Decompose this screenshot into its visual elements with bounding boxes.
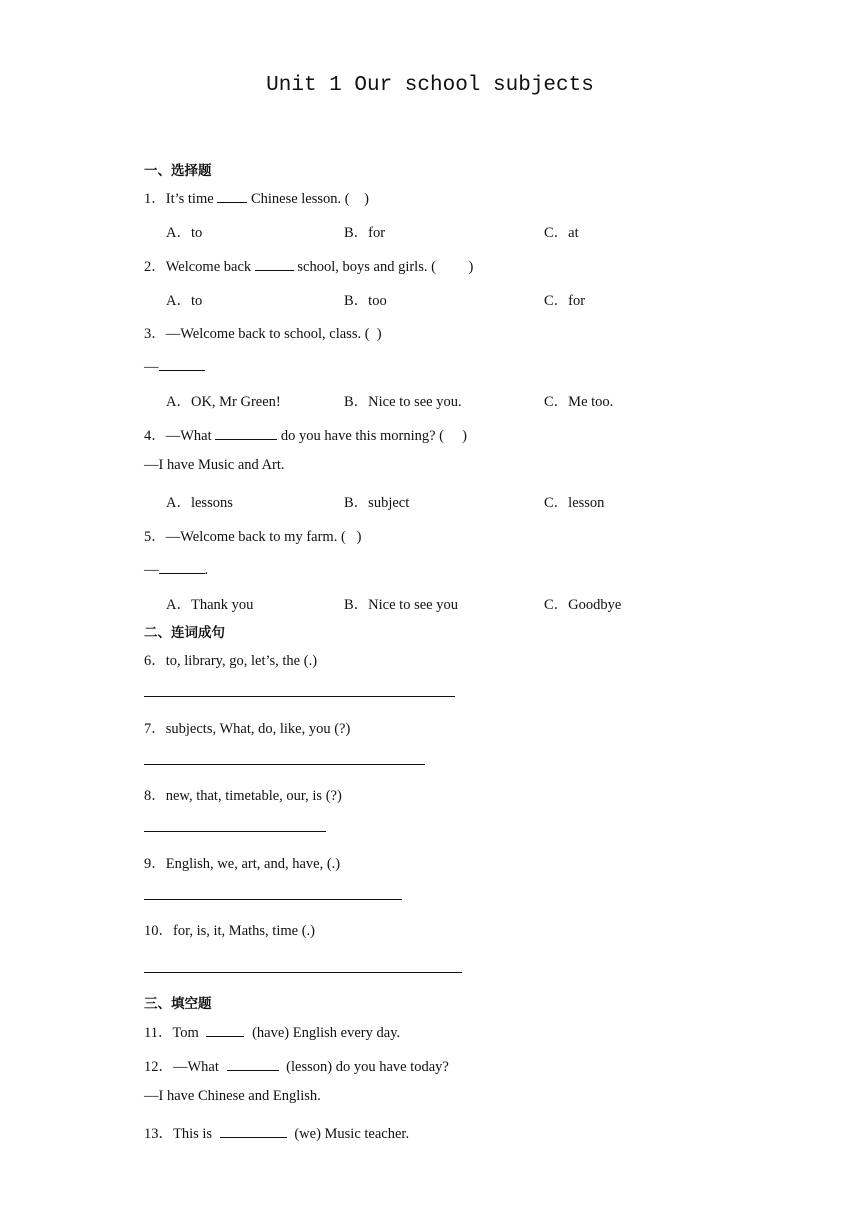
question-3-option-b[interactable]: B．Nice to see you.: [344, 394, 462, 410]
question-1: [144, 187, 369, 208]
section-heading-sentence-building: 二、连词成句: [144, 625, 225, 641]
question-11-text-end: (have) English every day.: [248, 1025, 401, 1041]
answer-blank[interactable]: [159, 559, 205, 574]
question-11: [144, 1021, 400, 1042]
question-2-option-a[interactable]: A．to: [166, 293, 203, 309]
question-12: [144, 1055, 449, 1076]
question-4-option-a[interactable]: A．lessons: [166, 495, 233, 511]
section-heading-fill-in: 三、填空题: [144, 996, 212, 1012]
reply-dash: —: [144, 562, 159, 578]
question-5-option-b[interactable]: B．Nice to see you: [344, 597, 458, 613]
answer-line-10[interactable]: [144, 972, 462, 973]
question-8: 8．new, that, timetable, our, is (?): [144, 788, 342, 804]
answer-line-7[interactable]: [144, 764, 425, 765]
answer-line-9[interactable]: [144, 899, 402, 900]
question-2-text-end: school, boys and girls. ( ): [293, 259, 474, 275]
section-heading-multiple-choice: 一、选择题: [144, 163, 212, 179]
question-4-reply: —I have Music and Art.: [144, 457, 285, 473]
question-1-option-c[interactable]: C．at: [544, 225, 579, 241]
question-3-option-c[interactable]: C．Me too.: [544, 394, 614, 410]
question-1-option-a[interactable]: A．to: [166, 225, 203, 241]
question-10: 10．for, is, it, Maths, time (.): [144, 923, 315, 939]
question-2-option-c[interactable]: C．for: [544, 293, 586, 309]
question-13-text-start: 13．This is: [144, 1126, 216, 1142]
question-2: [144, 255, 473, 276]
question-3: 3．—Welcome back to school, class. ( ): [144, 326, 382, 342]
question-4-text-start: 4．—What: [144, 428, 216, 444]
question-3-option-a[interactable]: A．OK, Mr Green!: [166, 394, 281, 410]
question-1-text-start: 1．It’s time: [144, 191, 218, 207]
question-12-reply: —I have Chinese and English.: [144, 1088, 321, 1104]
question-13: [144, 1122, 409, 1143]
question-5-reply: [144, 559, 208, 579]
question-5-option-a[interactable]: A．Thank you: [166, 597, 254, 613]
reply-dash: —: [144, 359, 159, 375]
question-4-option-c[interactable]: C．lesson: [544, 495, 605, 511]
answer-blank[interactable]: [159, 356, 205, 371]
question-5-option-c[interactable]: C．Goodbye: [544, 597, 622, 613]
reply-period: .: [204, 562, 209, 578]
question-1-text-end: Chinese lesson. ( ): [247, 191, 369, 207]
question-6: 6．to, library, go, let’s, the (.): [144, 653, 318, 669]
answer-blank[interactable]: [206, 1022, 244, 1037]
question-1-option-b[interactable]: B．for: [344, 225, 386, 241]
question-3-reply: [144, 356, 205, 376]
question-11-text-start: 11．Tom: [144, 1025, 203, 1041]
question-12-text-start: 12．—What: [144, 1059, 223, 1075]
answer-blank[interactable]: [255, 256, 294, 271]
question-12-text-end: (lesson) do you have today?: [282, 1059, 449, 1075]
question-13-text-end: (we) Music teacher.: [290, 1126, 410, 1142]
answer-blank[interactable]: [217, 188, 247, 203]
question-4-text-end: do you have this morning? ( ): [277, 428, 467, 444]
answer-line-6[interactable]: [144, 696, 455, 697]
answer-blank[interactable]: [215, 425, 277, 440]
question-5: 5．—Welcome back to my farm. ( ): [144, 529, 362, 545]
question-9: 9．English, we, art, and, have, (.): [144, 856, 341, 872]
answer-blank[interactable]: [227, 1056, 279, 1071]
answer-line-8[interactable]: [144, 831, 326, 832]
question-4: [144, 424, 467, 445]
question-2-text-start: 2．Welcome back: [144, 259, 255, 275]
question-7: 7．subjects, What, do, like, you (?): [144, 721, 351, 737]
question-4-option-b[interactable]: B．subject: [344, 495, 410, 511]
answer-blank[interactable]: [220, 1123, 287, 1138]
question-2-option-b[interactable]: B．too: [344, 293, 387, 309]
page-title: Unit 1 Our school subjects: [266, 74, 594, 97]
